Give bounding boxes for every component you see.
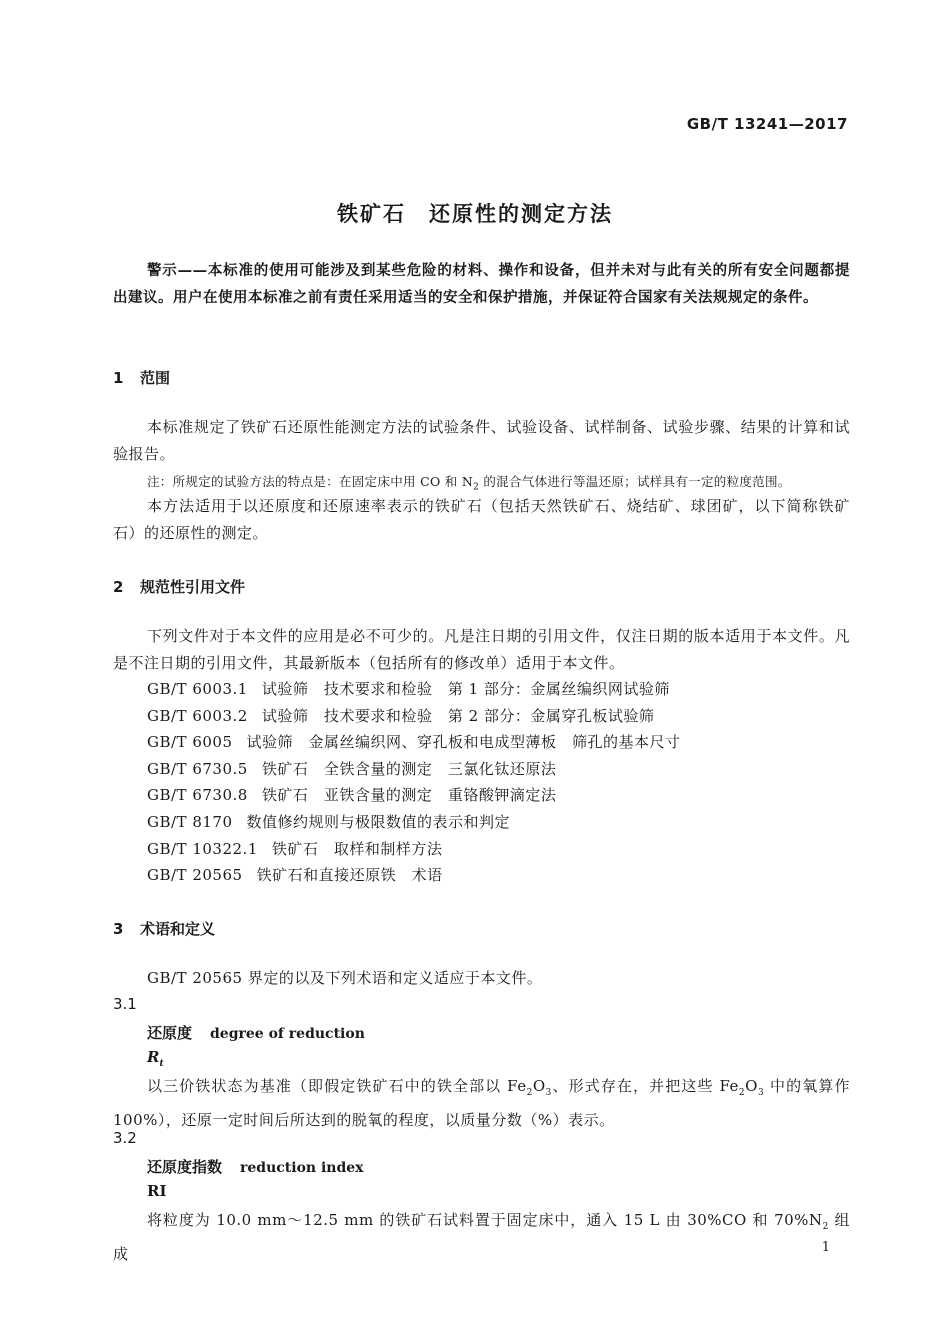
definition-text-b: 组成 xyxy=(113,1211,850,1263)
reference-code: GB/T 10322.1 xyxy=(147,840,258,858)
references-intro: 下列文件对于本文件的应用是必不可少的。凡是注日期的引用文件，仅注日期的版本适用于本文件。凡是不注日期的引用文件，其最新版本（包括所有的修改单）适用于本文件。 xyxy=(113,627,850,672)
section-title: 术语和定义 xyxy=(140,920,216,938)
term-reduction-index xyxy=(147,1156,364,1177)
reference-title: 铁矿石和直接还原铁 术语 xyxy=(256,866,443,884)
section-title: 规范性引用文件 xyxy=(140,578,246,596)
note-text-b: 的混合气体进行等温还原；试样具有一定的粒度范围。 xyxy=(479,474,791,489)
reference-item xyxy=(147,758,556,779)
reference-title: 数值修约规则与极限数值的表示和判定 xyxy=(246,813,511,831)
symbol-subscript: t xyxy=(159,1059,164,1069)
reference-title: 试验筛 技术要求和检验 第 2 部分：金属穿孔板试验筛 xyxy=(261,707,655,725)
reference-code: GB/T 6003.2 xyxy=(147,707,248,725)
reference-code: GB/T 6005 xyxy=(147,733,233,751)
reference-item xyxy=(147,731,681,752)
term-3-2-definition: 将粒度为 10.0 mm～12.5 mm 的铁矿石试料置于固定床中，通入 15 L 由 30%CO 和 $70\%N_2$ 组成 xyxy=(113,1211,850,1263)
definition-text-c: 中的氧算作 100%），还原一定时间后所达到的脱氧的程度，以质量分数（%）表示。 xyxy=(113,1077,850,1129)
note-text-a: 注：所规定的试验方法的特点是：在固定床中用 CO 和 N xyxy=(147,474,474,489)
reference-title: 试验筛 技术要求和检验 第 1 部分：金属丝编织网试验筛 xyxy=(261,680,670,698)
section-number: 2 xyxy=(113,578,124,596)
section-title: 范围 xyxy=(140,369,171,387)
warning-paragraph: 警示——本标准的使用可能涉及到某些危险的材料、操作和设备，但并未对与此有关的所有安全问题都提出建议。用户在使用本标准之前有责任采用适当的安全和保护措施，并保证符合国家有关法规规定的条件。 xyxy=(113,263,850,306)
reference-title: 试验筛 金属丝编织网、穿孔板和电成型薄板 筛孔的基本尺寸 xyxy=(246,733,681,751)
section-3-heading xyxy=(113,918,215,939)
section-number: 1 xyxy=(113,369,124,387)
reference-code: GB/T 20565 xyxy=(147,866,243,884)
note-subscript: 2 xyxy=(473,482,480,493)
reference-code: GB/T 8170 xyxy=(147,813,233,831)
page-number: 1 xyxy=(821,1240,830,1255)
term-zh: 还原度 xyxy=(147,1024,193,1042)
reference-code: GB/T 6730.5 xyxy=(147,760,248,778)
reference-title: 铁矿石 亚铁含量的测定 重铬酸钾滴定法 xyxy=(261,786,557,804)
terms-intro: GB/T 20565 界定的以及下列术语和定义适应于本文件。 xyxy=(147,969,543,987)
reference-title: 铁矿石 取样和制样方法 xyxy=(271,840,443,858)
term-zh: 还原度指数 xyxy=(147,1158,223,1176)
section-number: 3 xyxy=(113,920,124,938)
reference-item xyxy=(147,864,443,885)
scope-paragraph-2: 本方法适用于以还原度和还原速率表示的铁矿石（包括天然铁矿石、烧结矿、球团矿，以下简称铁矿石）的还原性的测定。 xyxy=(113,497,850,542)
definition-text-b: 、形式存在，并把这些 xyxy=(551,1077,720,1095)
reference-code: GB/T 6730.8 xyxy=(147,786,248,804)
term-degree-of-reduction xyxy=(147,1022,365,1043)
section-2-heading xyxy=(113,576,245,597)
reference-code: GB/T 6003.1 xyxy=(147,680,248,698)
definition-text-a: 以三价铁状态为基准（即假定铁矿石中的铁全部以 Fe xyxy=(147,1077,527,1095)
reference-title: 铁矿石 全铁含量的测定 三氯化钛还原法 xyxy=(261,760,557,778)
section-1-heading xyxy=(113,367,170,388)
term-3-1-definition: 以三价铁状态为基准（即假定铁矿石中的铁全部以 $Fe_2O_3$、形式存在，并把这些 $Fe_2O_3$ 中的氧算作 100%），还原一定时间后所达到的脱氧的程度，以质量分数（%）表示。 xyxy=(113,1077,850,1129)
term-symbol: RI xyxy=(147,1182,167,1200)
symbol-letter: R xyxy=(147,1048,160,1066)
definition-text-a: 将粒度为 10.0 mm～12.5 mm 的铁矿石试料置于固定床中，通入 15 L 由 30%CO 和 70%N xyxy=(147,1211,823,1229)
reference-item xyxy=(147,705,654,726)
scope-note xyxy=(147,472,791,493)
standard-code: GB/T 13241—2017 xyxy=(686,115,848,133)
reference-item xyxy=(147,678,670,699)
clause-3-2-number: 3.2 xyxy=(113,1129,137,1147)
term-en: degree of reduction xyxy=(210,1026,365,1042)
clause-3-1-number: 3.1 xyxy=(113,995,137,1013)
reference-item xyxy=(147,784,556,805)
document-title: 铁矿石 还原性的测定方法 xyxy=(337,202,613,226)
term-en: reduction index xyxy=(240,1160,364,1176)
term-symbol xyxy=(147,1048,164,1069)
scope-paragraph-1: 本标准规定了铁矿石还原性能测定方法的试验条件、试验设备、试样制备、试验步骤、结果的计算和试验报告。 xyxy=(113,418,850,463)
reference-item xyxy=(147,811,510,832)
reference-item xyxy=(147,838,442,859)
